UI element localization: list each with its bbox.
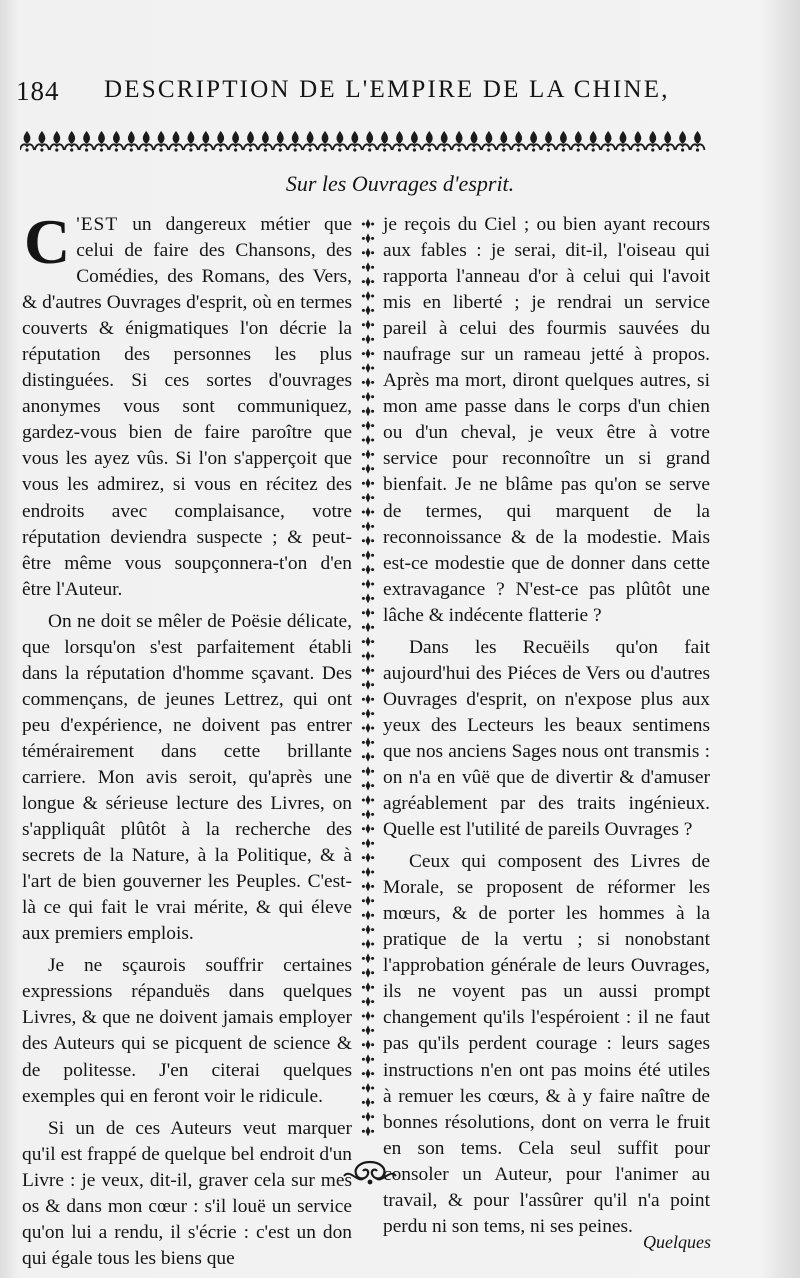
divider-fleuron-icon (362, 291, 374, 301)
divider-fleuron-icon (362, 1112, 374, 1122)
divider-fleuron-icon (362, 219, 374, 229)
divider-fleuron-icon (362, 781, 374, 791)
fleuron-icon (303, 131, 317, 152)
continued-paragraph: je reçois du Ciel ; ou bien ayant recours aux fables : je serai, dit-il, l'oiseau qui rapporta l'anneau d'or à celui qui l'avoit mis en liberté ; je rendrai un service pareil à celui des fourmis sauvées du naufrage sur un rameau jetté à propos. Après ma mort, diront quelques autres, si mon ame passe dans le corps d'un chien ou d'un cheval, je veux être à votre service pour reconnoître un si grand bienfait. Je ne blâme pas qu'on se serve de termes, qui marquent de la reconnoissance & de la modestie. Mais est-ce modestie que de donner dans cette extravagance ? N'est-ce pas plûtôt une lâche & indécente flatterie ? (383, 214, 710, 626)
catchword: Quelques (643, 1232, 711, 1252)
divider-fleuron-icon (362, 867, 374, 877)
running-title: DESCRIPTION DE L'EMPIRE DE LA CHINE, (104, 76, 670, 103)
divider-fleuron-icon (362, 392, 374, 402)
page-number: 184 (16, 76, 60, 106)
divider-fleuron-icon (362, 334, 374, 344)
fleuron-icon (661, 131, 675, 152)
divider-fleuron-icon (362, 1054, 374, 1064)
fleuron-icon (363, 131, 377, 152)
fleuron-icon (109, 131, 123, 152)
fleuron-icon (80, 131, 94, 152)
right-column (383, 212, 710, 1246)
fleuron-icon (601, 131, 615, 152)
opening-paragraph-text: un dangereux métier que celui de faire des Chansons, des Comédies, des Romans, des Vers, & d'autres Ouvrages d'esprit, où en termes couverts & énigmatiques l'on décrie la réputation des personnes les plus distinguées. Si ces sortes d'ouvrages anonymes vous sont communiquez, gardez-vous bien de faire paroître que vous les ayez vûs. Si l'on s'apperçoit que vous les admirez, si vous en récitez des endroits avec complaisance, votre réputation deviendra suspecte ; & peut-être même vous soupçonnera-t'on d'en être l'Auteur. (22, 214, 352, 600)
divider-fleuron-icon (362, 1011, 374, 1021)
divider-fleuron-icon (362, 910, 374, 920)
fleuron-icon (35, 131, 49, 152)
divider-fleuron-icon (362, 1025, 374, 1035)
paragraph: Je ne sçaurois souffrir certaines expressions répanduës dans quelques Livres, & que ne doivent jamais employer des Auteurs qui se picquent de science & de politesse. J'en citerai quelques exemples qui en feront voir le ridicule. (22, 955, 352, 1107)
divider-fleuron-icon (362, 421, 374, 431)
divider-fleuron-icon (362, 464, 374, 474)
fleuron-icon (467, 131, 481, 152)
fleuron-icon (273, 131, 287, 152)
fleuron-icon (50, 131, 64, 152)
divider-fleuron-icon (362, 262, 374, 272)
fleuron-icon (512, 131, 526, 152)
divider-fleuron-icon (362, 1083, 374, 1093)
page-header (16, 76, 760, 116)
divider-fleuron-icon (362, 1097, 374, 1107)
fleuron-icon (214, 131, 228, 152)
fleuron-icon (393, 131, 407, 152)
fleuron-icon (20, 131, 34, 152)
fleuron-icon (497, 131, 511, 152)
divider-fleuron-icon (362, 1069, 374, 1079)
divider-fleuron-icon (362, 579, 374, 589)
divider-fleuron-icon (362, 435, 374, 445)
fleuron-icon (318, 131, 332, 152)
divider-fleuron-icon (362, 1040, 374, 1050)
divider-fleuron-icon (362, 493, 374, 503)
divider-fleuron-icon (362, 608, 374, 618)
fleuron-icon (452, 131, 466, 152)
divider-fleuron-icon (362, 953, 374, 963)
fleuron-icon (571, 131, 585, 152)
divider-fleuron-icon (362, 320, 374, 330)
fleuron-icon (229, 131, 243, 152)
fleuron-icon (422, 131, 436, 152)
divider-fleuron-icon (362, 406, 374, 416)
fleuron-icon (631, 131, 645, 152)
paragraph: Si un de ces Auteurs veut marquer qu'il est frappé de quelque bel endroit d'un Livre : je veux, dit-il, graver cela sur mes os & dans mon cœur : s'il louë un service qu'on lui a rendu, il s'écrie : c'est un don qui égale tous les biens que (22, 1117, 352, 1269)
divider-fleuron-icon (362, 680, 374, 690)
divider-fleuron-icon (362, 637, 374, 647)
divider-fleuron-icon (362, 248, 374, 258)
divider-fleuron-icon (362, 838, 374, 848)
divider-fleuron-icon (362, 723, 374, 733)
divider-fleuron-icon (362, 277, 374, 287)
divider-fleuron-icon (362, 305, 374, 315)
divider-fleuron-icon (362, 622, 374, 632)
fleuron-icon (258, 131, 272, 152)
tailpiece-ornament (340, 1158, 400, 1186)
divider-fleuron-icon (362, 593, 374, 603)
fleuron-icon (378, 131, 392, 152)
divider-fleuron-icon (362, 939, 374, 949)
paragraph: Dans les Recuëils qu'on fait aujourd'hui des Piéces de Vers ou d'autres Ouvrages d'esprit, on n'expose plus aux yeux des Lecteurs les beaux sentimens que nos anciens Sages nous ont transmis : on n'a en vûë que de divertir & d'amuser agréablement par des traits ingénieux. Quelle est l'utilité de pareils Ouvrages ? (383, 636, 710, 841)
divider-fleuron-icon (362, 896, 374, 906)
fleuron-icon (139, 131, 153, 152)
left-column (22, 206, 352, 1278)
divider-fleuron-icon (362, 233, 374, 243)
fleuron-icon (244, 131, 258, 152)
fleuron-icon (616, 131, 630, 152)
divider-fleuron-icon (362, 478, 374, 488)
fleuron-icon (407, 131, 421, 152)
divider-fleuron-icon (362, 881, 374, 891)
divider-fleuron-icon (362, 997, 374, 1007)
fleuron-icon (65, 131, 79, 152)
fleuron-icon (169, 131, 183, 152)
fleuron-icon (586, 131, 600, 152)
divider-fleuron-icon (362, 521, 374, 531)
opening-paragraph (22, 206, 352, 603)
divider-fleuron-icon (362, 694, 374, 704)
paragraph: Ceux qui composent des Livres de Morale, se proposent de réformer les mœurs, & de porter les hommes à la pratique de la vertu ; si nonobstant l'approbation générale de leurs Ouvrages, ils ne voyent pas un aussi prompt changement qu'ils l'espéroient : il ne faut pas qu'ils perdent courage : leurs sages instructions n'en ont pas moins été utiles à remuer les cœurs, & à y faire naître de bonnes résolutions, dont on verra le fruit en son tems. Cela seul suffit pour consoler un Auteur, pour l'animer au travail, & pour l'assûrer qu'il n'a point perdu ni son tems, ni ses peines. (383, 851, 710, 1237)
fleuron-icon (288, 131, 302, 152)
fleuron-icon (333, 131, 347, 152)
divider-fleuron-icon (362, 449, 374, 459)
divider-fleuron-icon (362, 809, 374, 819)
drop-cap: C (24, 206, 71, 277)
paragraph: On ne doit se mêler de Poësie délicate, que lorsqu'on s'est parfaitement établi dans la réputation d'homme sçavant. Des commençans, de jeunes Lettrez, qui ont peu d'expérience, ne doivent pas entrer témérairement dans cette brillante carriere. Mon avis seroit, qu'après une longue & sérieuse lecture des Livres, on s'appliquât plûtôt à la recherche des secrets de la Nature, à la Politique, & à l'art de bien gouverner les Peuples. C'est-là ce qui fait le vrai mérite, & qui éleve aux premiers emplois. (22, 610, 352, 945)
fleuron-icon (527, 131, 541, 152)
divider-fleuron-icon (362, 565, 374, 575)
divider-fleuron-icon (362, 968, 374, 978)
divider-fleuron-icon (362, 349, 374, 359)
divider-fleuron-icon (362, 709, 374, 719)
divider-fleuron-icon (362, 363, 374, 373)
divider-fleuron-icon (362, 925, 374, 935)
divider-fleuron-icon (362, 377, 374, 387)
divider-fleuron-icon (362, 550, 374, 560)
fleuron-icon (184, 131, 198, 152)
divider-fleuron-icon (362, 853, 374, 863)
fleuron-icon (437, 131, 451, 152)
divider-fleuron-icon (362, 752, 374, 762)
fleuron-icon (199, 131, 213, 152)
section-heading: Sur les Ouvrages d'esprit. (285, 171, 515, 196)
divider-fleuron-icon (362, 507, 374, 517)
fleuron-icon (348, 131, 362, 152)
divider-fleuron-icon (362, 1126, 374, 1136)
fleuron-ornament-band (20, 127, 710, 157)
opening-word: 'EST (76, 214, 119, 235)
fleuron-icon (95, 131, 109, 152)
divider-fleuron-icon (362, 651, 374, 661)
fleuron-icon (124, 131, 138, 152)
column-divider-ornament (356, 218, 380, 1146)
divider-fleuron-icon (362, 665, 374, 675)
fleuron-icon (154, 131, 168, 152)
divider-fleuron-icon (362, 824, 374, 834)
fleuron-icon (556, 131, 570, 152)
divider-fleuron-icon (362, 795, 374, 805)
divider-fleuron-icon (362, 982, 374, 992)
fleuron-icon (542, 131, 556, 152)
divider-fleuron-icon (362, 536, 374, 546)
fleuron-icon (676, 131, 690, 152)
fleuron-icon (691, 131, 705, 152)
fleuron-icon (482, 131, 496, 152)
fleuron-icon (646, 131, 660, 152)
divider-fleuron-icon (362, 737, 374, 747)
divider-fleuron-icon (362, 766, 374, 776)
